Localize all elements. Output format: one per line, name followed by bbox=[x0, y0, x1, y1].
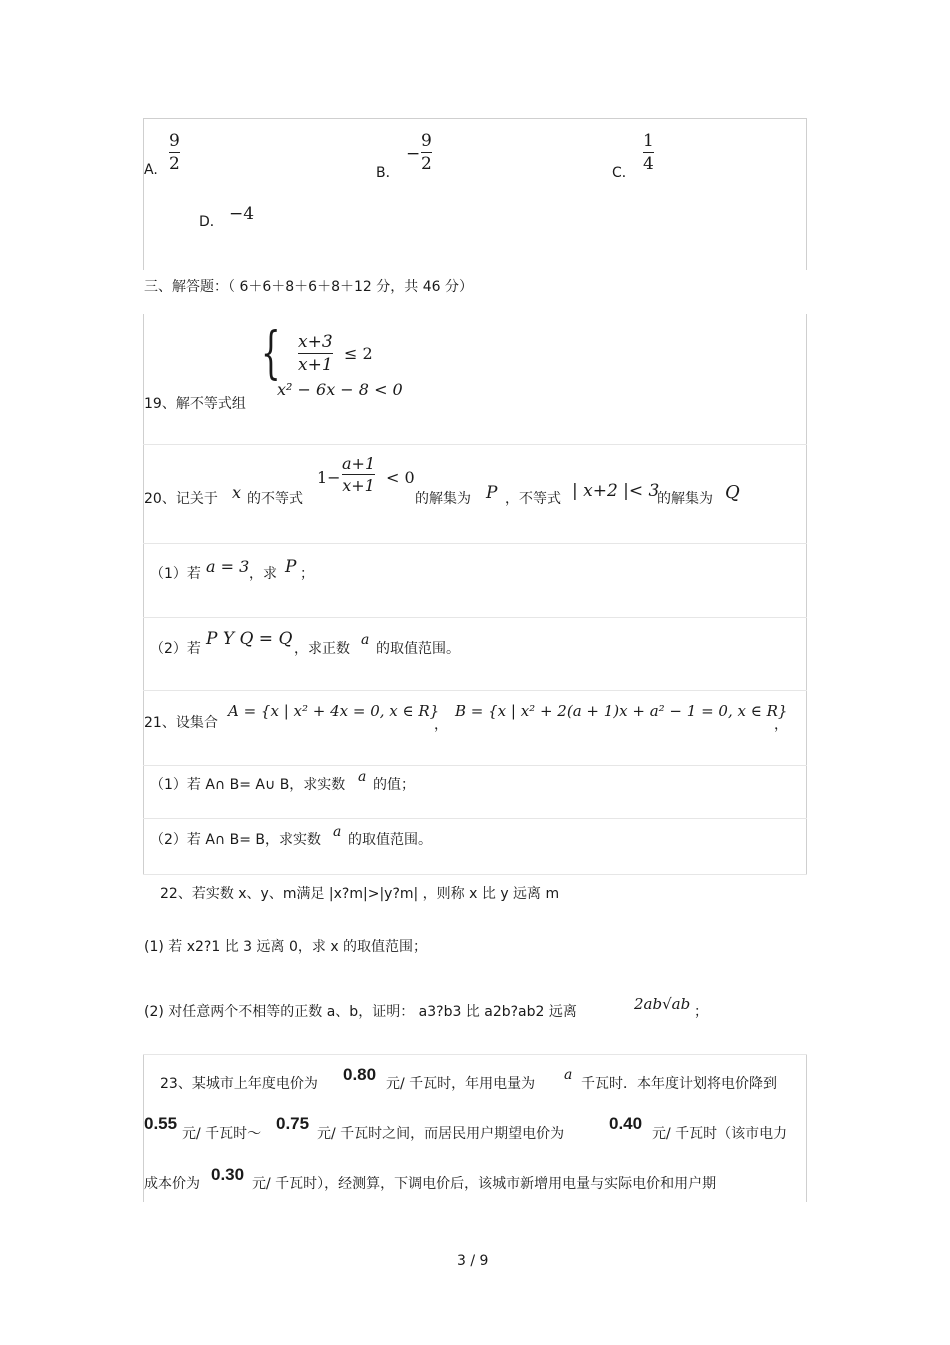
q19-label: 19、解不等式组 bbox=[144, 396, 246, 412]
q21-comma-1: ， bbox=[434, 717, 448, 733]
option-c-fraction bbox=[643, 131, 654, 174]
q21-part1-var: a bbox=[358, 769, 367, 785]
q20-part1-end: ； bbox=[300, 566, 314, 582]
q20-frac-numerator: a+1 bbox=[342, 454, 376, 473]
q23-line1-c: 千瓦时．本年度计划将电价降到 bbox=[581, 1076, 777, 1092]
option-b-denominator: 2 bbox=[421, 154, 432, 174]
fraction-bar bbox=[342, 474, 375, 475]
q21-label: 21、设集合 bbox=[144, 715, 218, 731]
right-border-mid bbox=[806, 314, 807, 874]
q19-ineq2: x² − 6x − 8 < 0 bbox=[277, 380, 403, 399]
q20-set-q: Q bbox=[725, 482, 740, 503]
q23-price-075: 0.75 bbox=[276, 1114, 310, 1133]
q21-part2-end: 的取值范围。 bbox=[348, 832, 432, 848]
q23-line3-a: 成本价为 bbox=[144, 1176, 200, 1192]
q21-set-b: B = {x | x² + 2(a + 1)x + a² − 1 = 0, x ∈ R} bbox=[455, 702, 788, 720]
q21-set-a: A = {x | x² + 4x = 0, x ∈ R} bbox=[228, 702, 440, 720]
q20-part2-var: a bbox=[361, 632, 370, 648]
q21-part1-end: 的值； bbox=[373, 777, 415, 793]
q23-var-a: a bbox=[564, 1067, 573, 1083]
option-a-label: A. bbox=[144, 162, 158, 178]
q20-part1-label: （1）若 bbox=[150, 566, 201, 582]
q22-part2-end: ； bbox=[694, 1004, 708, 1020]
q19-fraction bbox=[298, 332, 333, 375]
q20-label: 20、记关于 bbox=[144, 491, 218, 507]
q23-line2-c: 元/ 千瓦时（该市电力 bbox=[652, 1126, 788, 1142]
q20-frac-denominator: x+1 bbox=[342, 476, 375, 495]
q20-part2-tail: ，求正数 bbox=[294, 641, 350, 657]
q20-set-p: P bbox=[486, 483, 498, 503]
q23-line2-a: 元/ 千瓦时～ bbox=[182, 1126, 262, 1142]
option-b-numerator: 9 bbox=[421, 131, 432, 151]
option-a-numerator: 9 bbox=[169, 131, 180, 151]
q20-part2-cond: P Y Q = Q bbox=[206, 629, 293, 649]
row-divider bbox=[143, 1054, 807, 1055]
q22-part1: (1) 若 x2?1 比 3 远离 0，求 x 的取值范围； bbox=[144, 939, 428, 955]
fraction-bar bbox=[421, 152, 432, 153]
option-d-label: D． bbox=[199, 214, 224, 230]
q21-part2-text: （2）若 A∩ B= B，求实数 bbox=[150, 832, 322, 848]
q20-part1-tail: ，求 bbox=[249, 566, 277, 582]
top-border bbox=[143, 118, 807, 119]
fraction-bar bbox=[643, 152, 654, 153]
option-b-fraction bbox=[421, 131, 432, 174]
section-title: 三、解答题：（ 6＋6＋8＋6＋8＋12 分，共 46 分） bbox=[144, 279, 473, 295]
right-border-upper bbox=[806, 118, 807, 270]
q20-part1-p: P bbox=[285, 557, 297, 577]
q21-part2-var: a bbox=[333, 824, 342, 840]
q23-line1-b: 元/ 千瓦时，年用电量为 bbox=[386, 1076, 536, 1092]
fraction-bar bbox=[298, 353, 333, 354]
q20-expr-rhs: < 0 bbox=[386, 468, 415, 487]
q22-part2-expr: 2ab√ab bbox=[634, 995, 691, 1013]
q19-ineq1-rhs: ≤ 2 bbox=[344, 344, 373, 363]
option-a-fraction bbox=[169, 131, 180, 174]
q23-price-040: 0.40 bbox=[609, 1114, 643, 1133]
q23-line1-a: 23、某城市上年度电价为 bbox=[160, 1076, 318, 1092]
q20-var-x: x bbox=[232, 483, 242, 502]
q19-frac-denominator: x+1 bbox=[298, 355, 333, 375]
option-c-label: C． bbox=[612, 165, 636, 181]
q20-part2-end: 的取值范围。 bbox=[376, 641, 460, 657]
q22-stem: 22、若实数 x、y、m满足 |x?m|>|y?m| ，则称 x 比 y 远离 m bbox=[160, 886, 560, 902]
row-divider bbox=[143, 690, 807, 691]
q20-fraction bbox=[342, 454, 375, 495]
row-divider bbox=[143, 444, 807, 445]
row-divider bbox=[143, 765, 807, 766]
q23-price-080: 0.80 bbox=[343, 1065, 377, 1084]
q23-line3-b: 元/ 千瓦时），经测算，下调电价后，该城市新增用电量与实际电价和用户期 bbox=[252, 1176, 717, 1192]
q23-price-030: 0.30 bbox=[211, 1165, 245, 1184]
q21-part1-text: （1）若 A∩ B= A∪ B，求实数 bbox=[150, 777, 346, 793]
left-brace-icon: { bbox=[261, 321, 281, 386]
option-b-label: B． bbox=[376, 165, 400, 181]
q20-abs-expr: | x+2 |< 3 bbox=[572, 481, 660, 501]
q19-frac-numerator: x+3 bbox=[298, 332, 333, 352]
option-d-value: −4 bbox=[229, 204, 255, 224]
row-divider bbox=[143, 874, 807, 875]
row-divider bbox=[143, 818, 807, 819]
option-b-sign: − bbox=[406, 144, 421, 164]
fraction-bar bbox=[169, 152, 180, 153]
q21-comma-2: ， bbox=[774, 717, 788, 733]
right-border-low bbox=[806, 1054, 807, 1202]
q20-text-2: 的解集为 bbox=[415, 491, 471, 507]
option-c-numerator: 1 bbox=[643, 131, 654, 151]
q23-line2-b: 元/ 千瓦时之间，而居民用户期望电价为 bbox=[317, 1126, 565, 1142]
q20-part2-label: （2）若 bbox=[150, 641, 201, 657]
row-divider bbox=[143, 543, 807, 544]
left-border-upper bbox=[143, 118, 144, 270]
q20-part1-cond: a = 3 bbox=[206, 557, 250, 576]
page-number: 3 / 9 bbox=[457, 1253, 489, 1269]
q20-expr-one: 1− bbox=[317, 468, 341, 487]
q20-text-1: 的不等式 bbox=[247, 491, 303, 507]
q20-text-3: ，不等式 bbox=[505, 491, 561, 507]
q22-part2-text: (2) 对任意两个不相等的正数 a、b，证明： a3?b3 比 a2b?ab2 远离 bbox=[144, 1004, 577, 1020]
option-c-denominator: 4 bbox=[643, 154, 654, 174]
q20-text-4: 的解集为 bbox=[657, 491, 713, 507]
q23-price-055: 0.55 bbox=[144, 1114, 178, 1133]
option-a-denominator: 2 bbox=[169, 154, 180, 174]
row-divider bbox=[143, 617, 807, 618]
